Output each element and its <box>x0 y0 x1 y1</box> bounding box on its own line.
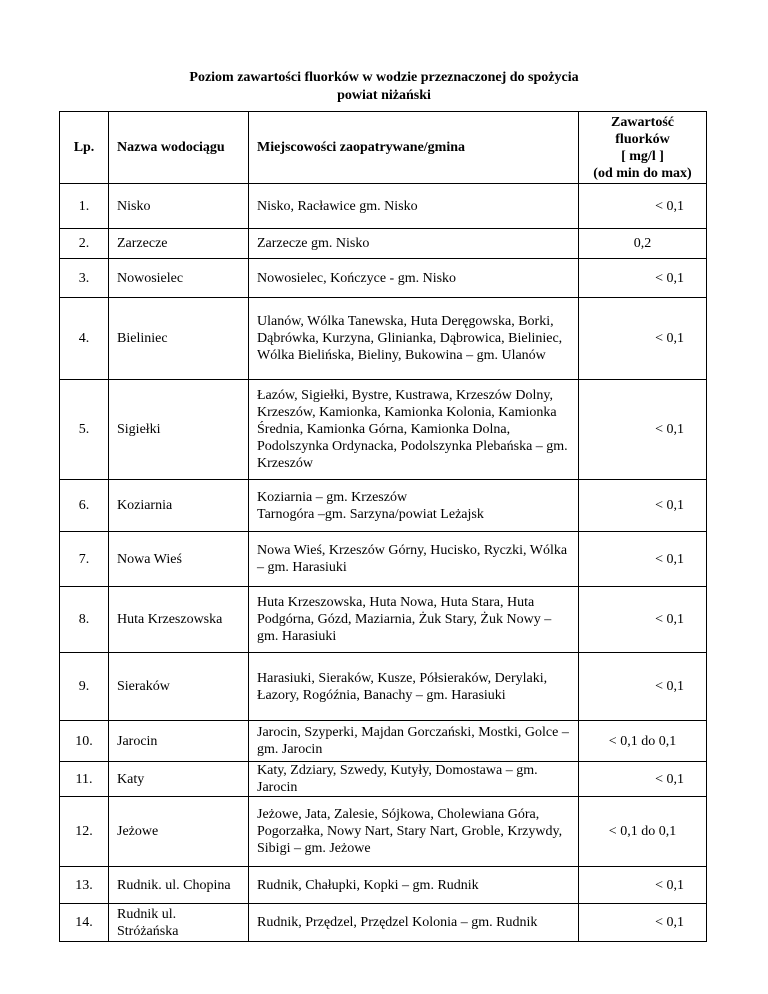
cell-name: Rudnik ul. Stróżańska <box>109 904 249 942</box>
table-row <box>60 380 707 480</box>
cell-lp: 2. <box>60 229 109 259</box>
cell-name: Zarzecze <box>109 229 249 259</box>
table-row <box>60 904 707 942</box>
table-row <box>60 298 707 380</box>
cell-lp: 13. <box>60 867 109 904</box>
cell-fluor: < 0,1 <box>579 380 707 480</box>
cell-lp: 7. <box>60 532 109 587</box>
header-name: Nazwa wodociągu <box>109 112 249 184</box>
cell-name: Nisko <box>109 184 249 229</box>
cell-fluor: < 0,1 <box>579 653 707 721</box>
cell-places-line: Tarnogóra –gm. Sarzyna/powiat Leżajsk <box>257 506 484 522</box>
cell-fluor: < 0,1 do 0,1 <box>579 721 707 762</box>
cell-places: Nisko, Racławice gm. Nisko <box>249 184 579 229</box>
cell-places: Harasiuki, Sieraków, Kusze, Półsieraków, Derylaki, Łazory, Rogóźnia, Banachy – gm. Harasiuki <box>249 653 579 721</box>
table-row <box>60 721 707 762</box>
cell-fluor: < 0,1 <box>579 762 707 797</box>
document-subtitle: powiat niżański <box>337 88 431 103</box>
cell-places <box>249 480 579 532</box>
cell-places: Jeżowe, Jata, Zalesie, Sójkowa, Cholewiana Góra, Pogorzałka, Nowy Nart, Stary Nart, Groble, Krzywdy, Sibigi – gm. Jeżowe <box>249 797 579 867</box>
cell-places-line: Koziarnia – gm. Krzeszów <box>257 489 408 505</box>
header-lp: Lp. <box>60 112 109 184</box>
cell-lp: 8. <box>60 587 109 653</box>
cell-fluor: < 0,1 <box>579 298 707 380</box>
cell-fluor: < 0,1 <box>579 867 707 904</box>
cell-places: Huta Krzeszowska, Huta Nowa, Huta Stara, Huta Podgórna, Gózd, Maziarnia, Żuk Stary, Żuk Nowy – gm. Harasiuki <box>249 587 579 653</box>
cell-places: Rudnik, Chałupki, Kopki – gm. Rudnik <box>249 867 579 904</box>
table-row <box>60 867 707 904</box>
cell-places: Katy, Zdziary, Szwedy, Kutyły, Domostawa – gm. Jarocin <box>249 762 579 797</box>
cell-places: Nowa Wieś, Krzeszów Górny, Hucisko, Ryczki, Wólka – gm. Harasiuki <box>249 532 579 587</box>
table-row <box>60 587 707 653</box>
cell-lp: 14. <box>60 904 109 942</box>
table-row <box>60 797 707 867</box>
table-row <box>60 762 707 797</box>
cell-name: Bieliniec <box>109 298 249 380</box>
cell-lp: 3. <box>60 259 109 298</box>
cell-places: Ulanów, Wólka Tanewska, Huta Deręgowska, Borki, Dąbrówka, Kurzyna, Glinianka, Dąbrowica, Bieliniec, Wólka Bielińska, Bieliny, Bukowina – gm. Ulanów <box>249 298 579 380</box>
cell-lp: 5. <box>60 380 109 480</box>
cell-fluor: < 0,1 do 0,1 <box>579 797 707 867</box>
cell-name: Rudnik. ul. Chopina <box>109 867 249 904</box>
cell-name: Nowa Wieś <box>109 532 249 587</box>
cell-lp: 4. <box>60 298 109 380</box>
cell-fluor: < 0,1 <box>579 587 707 653</box>
cell-name: Sigiełki <box>109 380 249 480</box>
cell-lp: 1. <box>60 184 109 229</box>
table-row <box>60 184 707 229</box>
cell-places: Jarocin, Szyperki, Majdan Gorczański, Mostki, Golce – gm. Jarocin <box>249 721 579 762</box>
cell-name: Nowosielec <box>109 259 249 298</box>
cell-places: Rudnik, Przędzel, Przędzel Kolonia – gm. Rudnik <box>249 904 579 942</box>
cell-name: Koziarnia <box>109 480 249 532</box>
cell-lp: 10. <box>60 721 109 762</box>
cell-places: Łazów, Sigiełki, Bystre, Kustrawa, Krzeszów Dolny, Krzeszów, Kamionka, Kamionka Kolonia, Kamionka Średnia, Kamionka Górna, Kamionka Dolna, Podolszynka Ordynacka, Podolszynka Plebańska – gm. Krzeszów <box>249 380 579 480</box>
cell-fluor: < 0,1 <box>579 532 707 587</box>
header-fluor-line: (od min do max) <box>593 165 692 181</box>
fluoride-table <box>59 111 707 942</box>
cell-places: Zarzecze gm. Nisko <box>249 229 579 259</box>
header-fluor <box>579 112 707 184</box>
cell-lp: 11. <box>60 762 109 797</box>
cell-name: Katy <box>109 762 249 797</box>
cell-name: Sieraków <box>109 653 249 721</box>
cell-name: Jarocin <box>109 721 249 762</box>
table-row <box>60 653 707 721</box>
cell-places: Nowosielec, Kończyce - gm. Nisko <box>249 259 579 298</box>
cell-fluor: < 0,1 <box>579 184 707 229</box>
table-row <box>60 259 707 298</box>
cell-fluor: < 0,1 <box>579 904 707 942</box>
cell-lp: 12. <box>60 797 109 867</box>
header-fluor-line: Zawartość <box>611 114 674 130</box>
document-title: Poziom zawartości fluorków w wodzie przeznaczonej do spożycia <box>189 70 579 85</box>
cell-fluor: < 0,1 <box>579 480 707 532</box>
cell-lp: 6. <box>60 480 109 532</box>
cell-name: Jeżowe <box>109 797 249 867</box>
cell-lp: 9. <box>60 653 109 721</box>
table-row <box>60 532 707 587</box>
header-fluor-line: fluorków <box>615 131 670 147</box>
cell-fluor: < 0,1 <box>579 259 707 298</box>
cell-fluor: 0,2 <box>579 229 707 259</box>
header-places: Miejscowości zaopatrywane/gmina <box>249 112 579 184</box>
table-header-row <box>60 112 707 184</box>
header-fluor-line: [ mg/l ] <box>621 148 664 164</box>
table-row <box>60 229 707 259</box>
cell-name: Huta Krzeszowska <box>109 587 249 653</box>
table-row <box>60 480 707 532</box>
